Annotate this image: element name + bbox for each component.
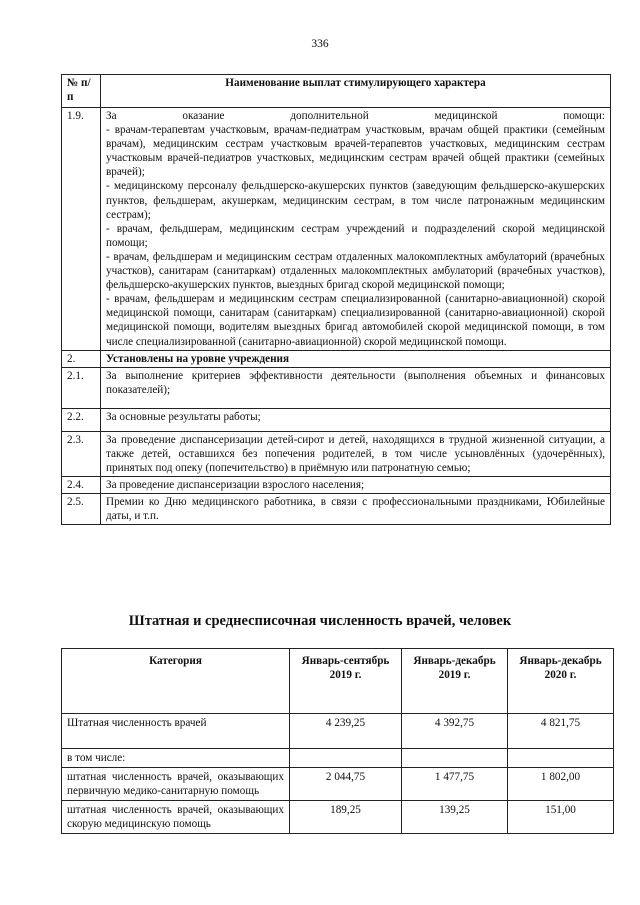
section-title: Штатная и среднесписочная численность врачей, человек — [128, 613, 512, 629]
table-row — [62, 768, 614, 801]
table-row — [62, 714, 614, 749]
table-header-row — [62, 649, 614, 714]
row-value: 1 802,00 — [508, 768, 614, 801]
bullet-item: - медицинскому персоналу фельдшерско-акушерских пунктов (заведующим фельдшерско-акушерских пунктов, фельдшерам, акушеркам, медицинским сестрам, в том числе патронажным медицинским сестрам); — [106, 180, 605, 221]
page-number: 336 — [311, 38, 329, 50]
table-header-row — [62, 75, 611, 108]
row-label: штатная численность врачей, оказывающих скорую медицинскую помощь — [62, 801, 290, 834]
table-row — [62, 367, 611, 408]
row-value — [508, 749, 614, 768]
table-row — [62, 494, 611, 525]
row-number: 1.9. — [62, 108, 101, 351]
stimulus-payments-table — [61, 74, 611, 525]
row-number: 2. — [62, 350, 101, 367]
table-row — [62, 408, 611, 431]
row-text: Премии ко Дню медицинского работника, в связи с профессиональными праздниками, Юбилейные даты, и т.п. — [101, 494, 611, 525]
col-header-jan-dec-2020: Январь-декабрь 2020 г. — [508, 649, 614, 714]
row-label: в том числе: — [62, 749, 290, 768]
row-text: За выполнение критериев эффективности деятельности (выполнения объемных и финансовых показателей); — [101, 367, 611, 408]
row-text: За проведение диспансеризации взрослого населения; — [101, 476, 611, 493]
table-row — [62, 476, 611, 493]
row-value: 4 821,75 — [508, 714, 614, 749]
row-label: Штатная численность врачей — [62, 714, 290, 749]
row-value: 189,25 — [290, 801, 402, 834]
row-number: 2.3. — [62, 431, 101, 476]
table-row — [62, 749, 614, 768]
col-header-title: Наименование выплат стимулирующего характера — [101, 75, 611, 108]
bullet-item: - врачам, фельдшерам и медицинским сестрам специализированной (санитарно-авиационной) скорой медицинской помощи, санитарам (санитаркам) специализированной (санитарно-авиационной) скорой медицинской помощи, водителям выездных бригад автомобилей скорой медицинской помощи, в том числе специализированной (санитарно-авиационной) скорой медицинской помощи. — [106, 293, 605, 348]
col-header-category: Категория — [62, 649, 290, 714]
row-intro: За оказание дополнительной медицинской помощи: — [106, 110, 605, 122]
row-text — [101, 108, 611, 351]
row-value — [402, 749, 508, 768]
row-value: 139,25 — [402, 801, 508, 834]
row-text: За проведение диспансеризации детей-сирот и детей, находящихся в трудной жизненной ситуации, а также детей, оставшихся без попечения родителей, в том числе усыновлённых (удочерённых), принятых под опеку (попечительство) в приёмную или патронатную семью; — [101, 431, 611, 476]
staffing-table — [61, 648, 614, 834]
row-number: 2.2. — [62, 408, 101, 431]
row-number: 2.5. — [62, 494, 101, 525]
bullet-item: - врачам, фельдшерам и медицинским сестрам отдаленных малокомплектных амбулаторий (врачебных участков), санитарам (санитаркам) отдаленных малокомплектных амбулаторий (врачебных участков), фельдшерско-акушерских пунктов, выездных бригад скорой медицинской помощи; — [106, 250, 605, 292]
table-row — [62, 108, 611, 351]
row-number: 2.4. — [62, 476, 101, 493]
row-value: 4 239,25 — [290, 714, 402, 749]
col-header-jan-dec-2019: Январь-декабрь 2019 г. — [402, 649, 508, 714]
row-text: За основные результаты работы; — [101, 408, 611, 431]
table-row — [62, 801, 614, 834]
row-number: 2.1. — [62, 367, 101, 408]
row-label: штатная численность врачей, оказывающих первичную медико-санитарную помощь — [62, 768, 290, 801]
col-header-jan-sep-2019: Январь-сентябрь 2019 г. — [290, 649, 402, 714]
bullet-item: - врачам, фельдшерам, медицинским сестрам учреждений и подразделений скорой медицинской помощи; — [106, 222, 605, 249]
bullet-item: - врачам-терапевтам участковым, врачам-педиатрам участковым, врачам общей практики (семейным врачам), медицинским сестрам участковым врачей-терапевтов участковых, медицинским сестрам участковым врачей-педиатров участковых, медицинским сестрам врачей общей практики (семейных врачей); — [106, 124, 605, 179]
row-value: 1 477,75 — [402, 768, 508, 801]
row-value: 4 392,75 — [402, 714, 508, 749]
row-value: 151,00 — [508, 801, 614, 834]
table-row — [62, 431, 611, 476]
row-value: 2 044,75 — [290, 768, 402, 801]
row-value — [290, 749, 402, 768]
row-text: Установлены на уровне учреждения — [101, 350, 611, 367]
col-header-num: № п/п — [62, 75, 101, 108]
table-row — [62, 350, 611, 367]
